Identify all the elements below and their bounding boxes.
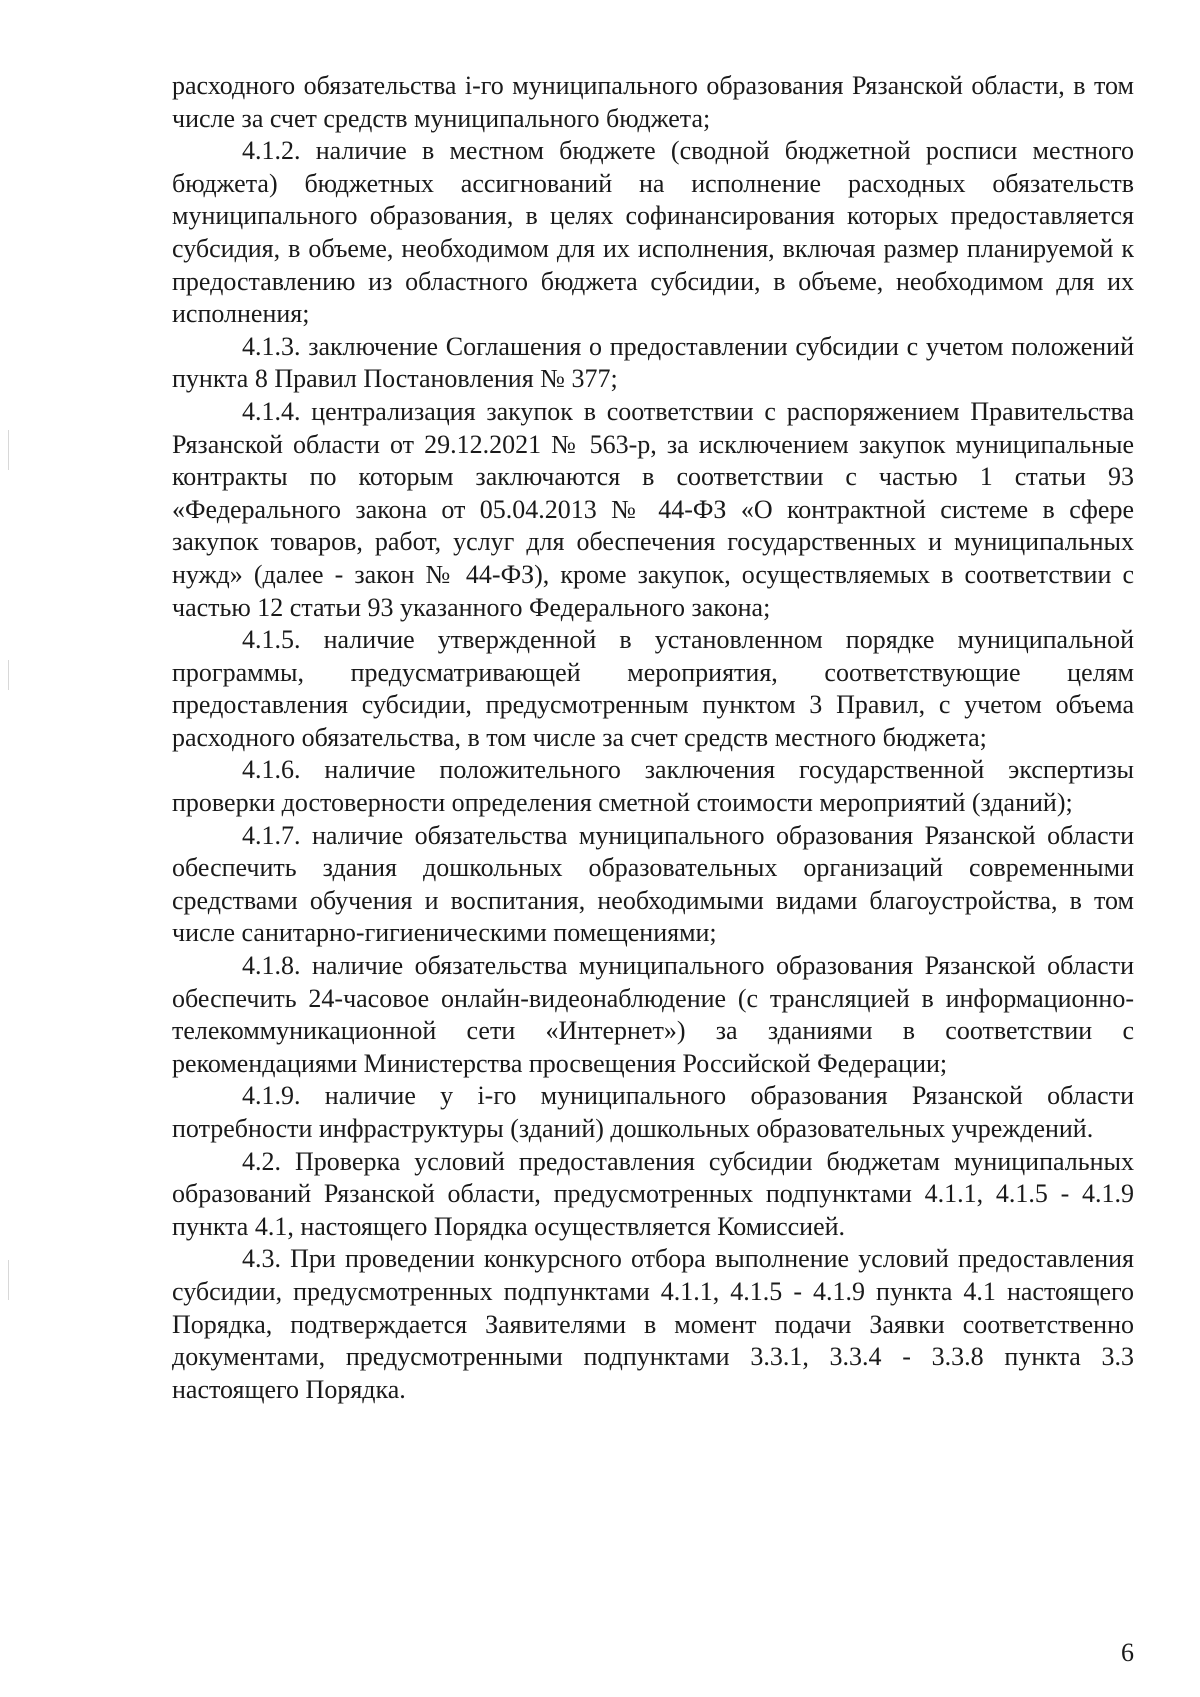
paragraph-4-2: 4.2. Проверка условий предоставления субсидии бюджетам муниципальных образований Рязанской области, предусмотренных подпунктами 4.1.1, 4.1.5 - 4.1.9 пункта 4.1, настоящего Порядка осуществляется Комиссией.: [172, 1146, 1134, 1241]
scan-edge-mark: [8, 1260, 9, 1300]
paragraph-4-1-5: 4.1.5. наличие утвержденной в установленном порядке муниципальной программы, предусматривающей мероприятия, соответствующие целям предоставления субсидии, предусмотренным пунктом 3 Правил, с учетом объема расходного обязательства, в том числе за счет средств местного бюджета;: [172, 625, 1134, 752]
paragraph-4-1-7: 4.1.7. наличие обязательства муниципального образования Рязанской области обеспечить здания дошкольных образовательных организаций современными средствами обучения и воспитания, необходимыми видами благоустройства, в том числе санитарно-гигиеническими помещениями;: [172, 820, 1134, 948]
page-number: 6: [1121, 1638, 1134, 1667]
scan-edge-mark: [8, 660, 9, 690]
paragraph-4-3: 4.3. При проведении конкурсного отбора выполнение условий предоставления субсидии, предусмотренных подпунктами 4.1.1, 4.1.5 - 4.1.9 пункта 4.1 настоящего Порядка, подтверждается Заявителями в момент подачи Заявки соответственно документами, предусмотренными подпунктами 3.3.1, 3.3.4 - 3.3.8 пункта 3.3 настоящего Порядка.: [172, 1244, 1134, 1404]
paragraph-4-1-3: 4.1.3. заключение Соглашения о предоставлении субсидии с учетом положений пункта 8 Правил Постановления № 377;: [172, 331, 1134, 394]
document-body: [172, 70, 1134, 1406]
paragraph-4-1-2: 4.1.2. наличие в местном бюджете (сводной бюджетной росписи местного бюджета) бюджетных ассигнований на исполнение расходных обязательств муниципального образования, в целях софинансирования которых предоставляется субсидия, в объеме, необходимом для их исполнения, включая размер планируемой к предоставлению из областного бюджета субсидии, в объеме, необходимом для их исполнения;: [172, 136, 1134, 329]
scan-edge-mark: [8, 430, 9, 470]
paragraph-4-1-9: 4.1.9. наличие у i-го муниципального образования Рязанской области потребности инфраструктуры (зданий) дошкольных образовательных учреждений.: [172, 1081, 1134, 1143]
paragraph-continuation: расходного обязательства i-го муниципального образования Рязанской области, в том числе за счет средств муниципального бюджета;: [172, 71, 1134, 133]
paragraph-4-1-4: 4.1.4. централизация закупок в соответствии с распоряжением Правительства Рязанской области от 29.12.2021 № 563-р, за исключением закупок муниципальные контракты по которым заключаются в соответствии с частью 1 статьи 93 «Федерального закона от 05.04.2013 № 44-ФЗ «О контрактной системе в сфере закупок товаров, работ, услуг для обеспечения государственных и муниципальных нужд» (далее - закон № 44-ФЗ), кроме закупок, осуществляемых в соответствии с частью 12 статьи 93 указанного Федерального закона;: [172, 396, 1134, 622]
paragraph-4-1-6: 4.1.6. наличие положительного заключения государственной экспертизы проверки достоверности определения сметной стоимости мероприятий (зданий);: [172, 755, 1134, 818]
paragraph-4-1-8: 4.1.8. наличие обязательства муниципального образования Рязанской области обеспечить 24-часовое онлайн-видеонаблюдение (с трансляцией в информационно-телекоммуникационной сети «Интернет») за зданиями в соответствии с рекомендациями Министерства просвещения Российской Федерации;: [172, 951, 1134, 1078]
